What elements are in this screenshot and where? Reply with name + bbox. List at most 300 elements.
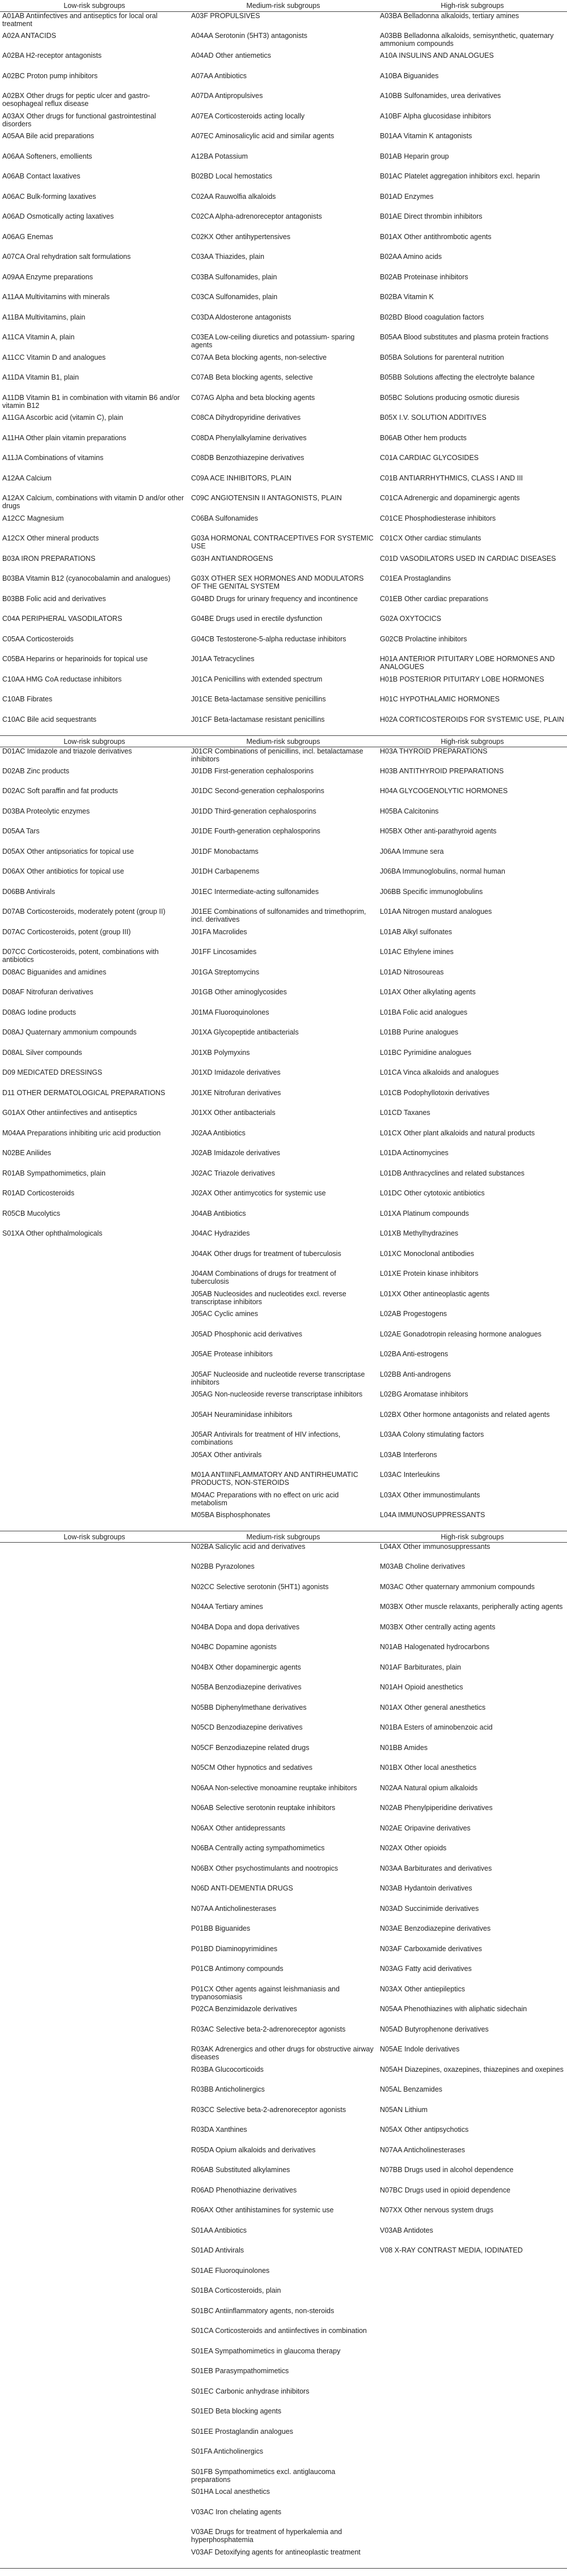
medium-risk-cell: J01GA Streptomycins: [191, 968, 260, 976]
table-row: [0, 867, 567, 888]
medium-risk-cell: P02CA Benzimidazole derivatives: [191, 2005, 297, 2013]
medium-risk-cell: A12BA Potassium: [191, 152, 248, 160]
table-row: [0, 716, 567, 736]
medium-risk-cell: C07AB Beta blocking agents, selective: [191, 373, 313, 381]
medium-risk-cell: J04AK Other drugs for treatment of tuberculosis: [191, 1249, 341, 1258]
low-risk-cell: R01AB Sympathomimetics, plain: [2, 1169, 106, 1177]
high-risk-cell: N03AB Hydantoin derivatives: [380, 1884, 472, 1892]
medium-risk-cell: N06AA Non-selective monoamine reuptake inhibitors: [191, 1783, 357, 1792]
column-header-col2: Medium-risk subgroups: [189, 1531, 378, 1543]
medium-risk-cell: J01FA Macrolides: [191, 927, 247, 936]
table-row: [0, 635, 567, 655]
medium-risk-cell: C08DA Phenylalkylamine derivatives: [191, 433, 307, 442]
table-row: [0, 2428, 567, 2448]
low-risk-cell: [0, 2447, 189, 2468]
high-risk-cell: M03BX Other centrally acting agents: [380, 1623, 496, 1631]
medium-risk-cell: J01XD Imidazole derivatives: [191, 1068, 281, 1076]
low-risk-cell: D11 OTHER DERMATOLOGICAL PREPARATIONS: [2, 1088, 166, 1097]
low-risk-cell: [0, 2548, 189, 2569]
medium-risk-cell: R03BA Glucocorticoids: [191, 2065, 264, 2073]
table-row: [0, 1784, 567, 1804]
table-row: [0, 1109, 567, 1129]
table-row: [0, 574, 567, 595]
table-row: [0, 1411, 567, 1431]
high-risk-cell: N07BB Drugs used in alcohol dependence: [380, 2166, 514, 2174]
high-risk-cell: [378, 2548, 567, 2569]
medium-risk-cell: C02KX Other antihypertensives: [191, 232, 291, 241]
low-risk-cell: D08AF Nitrofuran derivatives: [2, 988, 94, 996]
high-risk-cell: C01A CARDIAC GLYCOSIDES: [380, 454, 479, 462]
table-row: [0, 848, 567, 868]
medium-risk-cell: S01BA Corticosteroids, plain: [191, 2287, 281, 2294]
low-risk-cell: [0, 2367, 189, 2387]
table-row: [0, 1129, 567, 1149]
medium-risk-cell: J01XA Glycopeptide antibacterials: [191, 1028, 299, 1036]
low-risk-cell: [0, 1430, 189, 1451]
column-header-row: [0, 735, 567, 747]
medium-risk-cell: J01MA Fluoroquinolones: [191, 1008, 269, 1016]
medium-risk-cell: S01AA Antibiotics: [191, 2226, 247, 2234]
low-risk-cell: [0, 2327, 189, 2347]
medium-risk-cell: P01BD Diaminopyrimidines: [191, 1944, 278, 1953]
table-row: [0, 767, 567, 787]
column-header-row: [0, 1531, 567, 1543]
high-risk-cell: L01DA Actinomycines: [380, 1149, 448, 1157]
high-risk-cell: C01EA Prostaglandins: [380, 574, 451, 582]
medium-risk-cell: J01DF Monobactams: [191, 847, 259, 855]
medium-risk-cell: S01FA Anticholinergics: [191, 2447, 264, 2455]
column-header-row: [0, 0, 567, 11]
table-row: [0, 1390, 567, 1411]
high-risk-cell: [378, 2407, 567, 2428]
low-risk-cell: [0, 2407, 189, 2428]
medium-risk-cell: J04AB Antibiotics: [191, 1209, 246, 1217]
low-risk-cell: M04AA Preparations inhibiting uric acid production: [2, 1129, 161, 1137]
table-row: [0, 2347, 567, 2368]
high-risk-cell: L01AC Ethylene imines: [380, 948, 454, 956]
high-risk-cell: L01CX Other plant alkaloids and natural products: [380, 1129, 535, 1137]
high-risk-cell: V03AB Antidotes: [380, 2226, 433, 2234]
table-row: [0, 1189, 567, 1210]
medium-risk-cell: N05CF Benzodiazepine related drugs: [191, 1743, 310, 1752]
table-row: [0, 1270, 567, 1290]
high-risk-cell: [378, 2327, 567, 2347]
medium-risk-cell: J02AB Imidazole derivatives: [191, 1149, 281, 1157]
table-row: [0, 2387, 567, 2408]
table-row: [0, 2508, 567, 2528]
low-risk-cell: D09 MEDICATED DRESSINGS: [2, 1068, 103, 1076]
medium-risk-cell: V03AF Detoxifying agents for antineoplastic treatment: [189, 2548, 378, 2569]
low-risk-cell: [0, 2267, 189, 2287]
medium-risk-cell: G04BD Drugs for urinary frequency and incontinence: [191, 594, 358, 603]
low-risk-cell: [0, 2468, 189, 2488]
high-risk-cell: B06AB Other hem products: [380, 433, 467, 442]
table-row: [0, 172, 567, 193]
table-row: [0, 1603, 567, 1623]
high-risk-cell: N02AE Oripavine derivatives: [380, 1824, 471, 1832]
high-risk-cell: L03AB Interferons: [380, 1450, 437, 1459]
high-risk-cell: N05AN Lithium: [380, 2105, 428, 2114]
table-row: [0, 193, 567, 213]
table-row: [0, 474, 567, 495]
column-header-col3: High-risk subgroups: [378, 0, 567, 11]
table-row: [0, 354, 567, 374]
medium-risk-cell: J01EE Combinations of sulfonamides and trimethoprim, incl. derivatives: [191, 908, 366, 923]
high-risk-cell: [378, 2488, 567, 2508]
low-risk-cell: [0, 1290, 189, 1310]
table-row: [0, 675, 567, 696]
high-risk-cell: L01XE Protein kinase inhibitors: [380, 1270, 479, 1278]
low-risk-cell: [0, 1764, 189, 1784]
medium-risk-cell: R06AB Substituted alkylamines: [191, 2166, 290, 2174]
low-risk-cell: [0, 2387, 189, 2408]
table-row: [0, 1704, 567, 1724]
medium-risk-cell: S01BC Antiinflammatory agents, non-steroids: [191, 2306, 335, 2315]
medium-risk-cell: J04AC Hydrazides: [191, 1229, 250, 1237]
low-risk-cell: G01AX Other antiinfectives and antiseptics: [2, 1109, 137, 1117]
table-row: [0, 212, 567, 233]
low-risk-cell: [0, 1905, 189, 1925]
high-risk-cell: C01CE Phosphodiesterase inhibitors: [380, 514, 496, 522]
low-risk-cell: [0, 1370, 189, 1391]
table-row: [0, 313, 567, 334]
medium-risk-cell: A07EC Aminosalicylic acid and similar agents: [191, 132, 335, 140]
table-row: [0, 233, 567, 253]
high-risk-cell: N02AA Natural opium alkaloids: [380, 1783, 478, 1792]
high-risk-cell: G02A OXYTOCICS: [380, 615, 442, 623]
low-risk-cell: [0, 1804, 189, 1824]
high-risk-cell: J06BA Immunoglobulins, normal human: [380, 867, 505, 875]
low-risk-cell: [0, 2126, 189, 2146]
medium-risk-cell: R03BB Anticholinergics: [191, 2085, 265, 2093]
medium-risk-cell: C03EA Low-ceiling diuretics and potassium- sparing agents: [191, 333, 355, 349]
medium-risk-cell: J01DD Third-generation cephalosporins: [191, 807, 316, 815]
low-risk-cell: [0, 2045, 189, 2066]
medium-risk-cell: N06BX Other psychostimulants and nootropics: [191, 1864, 338, 1872]
low-risk-cell: [0, 2347, 189, 2368]
medium-risk-cell: J01XB Polymyxins: [191, 1048, 250, 1057]
table-row: [0, 92, 567, 112]
high-risk-cell: M03AC Other quaternary ammonium compounds: [380, 1582, 535, 1591]
table-row: [0, 1884, 567, 1905]
table-row: [0, 394, 567, 414]
medium-risk-cell: J05AC Cyclic amines: [191, 1310, 259, 1318]
medium-risk-cell: N04BA Dopa and dopa derivatives: [191, 1623, 300, 1631]
low-risk-cell: C05AA Corticosteroids: [2, 635, 74, 643]
table-row: [0, 988, 567, 1008]
table-row: [0, 454, 567, 474]
low-risk-cell: A06AB Contact laxatives: [2, 172, 81, 180]
high-risk-cell: B01AB Heparin group: [380, 152, 449, 160]
table-row: [0, 1049, 567, 1069]
table-row: [0, 2106, 567, 2126]
table-row: [0, 1905, 567, 1925]
low-risk-cell: [0, 2146, 189, 2166]
table-row: [0, 293, 567, 313]
low-risk-cell: D07CC Corticosteroids, potent, combinations with antibiotics: [2, 948, 159, 964]
low-risk-cell: D08AJ Quaternary ammonium compounds: [2, 1028, 137, 1036]
table-row: [0, 807, 567, 828]
table-row: [0, 273, 567, 293]
table-row: [0, 1149, 567, 1169]
medium-risk-cell: J01CF Beta-lactamase resistant penicillins: [191, 715, 325, 723]
medium-risk-cell: S01EC Carbonic anhydrase inhibitors: [191, 2387, 310, 2395]
high-risk-cell: B01AA Vitamin K antagonists: [380, 132, 472, 140]
medium-risk-cell: S01FB Sympathomimetics excl. antiglaucoma preparations: [191, 2467, 336, 2484]
low-risk-cell: D01AC Imidazole and triazole derivatives: [2, 747, 132, 755]
medium-risk-cell: A07EA Corticosteroids acting locally: [191, 112, 305, 120]
low-risk-cell: A11JA Combinations of vitamins: [2, 454, 104, 462]
low-risk-cell: C10AA HMG CoA reductase inhibitors: [2, 675, 122, 683]
table-row: [0, 1008, 567, 1029]
medium-risk-cell: S01EE Prostaglandin analogues: [191, 2427, 293, 2436]
low-risk-cell: [0, 1864, 189, 1885]
low-risk-cell: A11DB Vitamin B1 in combination with vitamin B6 and/or vitamin B12: [2, 393, 180, 410]
medium-risk-cell: S01ED Beta blocking agents: [191, 2407, 282, 2415]
table-row: [0, 1169, 567, 1190]
high-risk-cell: N01BA Esters of aminobenzoic acid: [380, 1723, 493, 1731]
high-risk-cell: [378, 2307, 567, 2327]
high-risk-cell: L02AB Progestogens: [380, 1310, 447, 1318]
medium-risk-cell: N02BA Salicylic acid and derivatives: [191, 1543, 306, 1551]
table-row: [0, 373, 567, 394]
table-row: [0, 32, 567, 52]
low-risk-cell: A11AA Multivitamins with minerals: [2, 293, 110, 301]
medium-risk-cell: J05AD Phosphonic acid derivatives: [191, 1330, 302, 1338]
table-row: [0, 2025, 567, 2046]
high-risk-cell: L04A IMMUNOSUPPRESSANTS: [380, 1511, 485, 1519]
low-risk-cell: [0, 2508, 189, 2528]
high-risk-cell: G02CB Prolactine inhibitors: [380, 635, 467, 643]
high-risk-cell: L01CA Vinca alkaloids and analogues: [380, 1068, 499, 1076]
high-risk-cell: N01BX Other local anesthetics: [380, 1764, 477, 1772]
table-row: [0, 514, 567, 535]
high-risk-cell: N02AB Phenylpiperidine derivatives: [380, 1804, 493, 1812]
table-row: [0, 655, 567, 675]
medium-risk-cell: S01EB Parasympathomimetics: [191, 2367, 289, 2375]
low-risk-cell: [0, 1451, 189, 1471]
high-risk-cell: A03BB Belladonna alkaloids, semisynthetic, quaternary ammonium compounds: [380, 31, 554, 48]
table-row: [0, 595, 567, 615]
medium-risk-cell: G03H ANTIANDROGENS: [191, 554, 273, 563]
table-row: [0, 948, 567, 968]
table-row: [0, 414, 567, 434]
table-row: [0, 152, 567, 173]
high-risk-cell: A10BA Biguanides: [380, 71, 439, 80]
medium-risk-cell: M04AC Preparations with no effect on uric acid metabolism: [191, 1491, 339, 1507]
table-row: [0, 2085, 567, 2106]
medium-risk-cell: C03DA Aldosterone antagonists: [191, 313, 291, 321]
medium-risk-cell: N02BB Pyrazolones: [191, 1562, 255, 1570]
table-row: [0, 1430, 567, 1451]
high-risk-cell: C01B ANTIARRHYTHMICS, CLASS I AND III: [380, 474, 523, 482]
table-row: [0, 827, 567, 848]
medium-risk-cell: J02AX Other antimycotics for systemic use: [191, 1189, 326, 1197]
high-risk-cell: N07AA Anticholinesterases: [380, 2145, 466, 2154]
high-risk-cell: N01AH Opioid anesthetics: [380, 1683, 463, 1691]
high-risk-cell: N03AF Carboxamide derivatives: [380, 1944, 482, 1953]
medium-risk-cell: J01XX Other antibacterials: [191, 1109, 276, 1117]
low-risk-cell: A06AA Softeners, emollients: [2, 152, 92, 160]
low-risk-cell: D08AL Silver compounds: [2, 1048, 82, 1057]
low-risk-cell: A12CX Other mineral products: [2, 534, 99, 542]
medium-risk-cell: J01CA Penicillins with extended spectrum: [191, 675, 323, 683]
low-risk-cell: A02A ANTACIDS: [2, 31, 56, 40]
high-risk-cell: [378, 2347, 567, 2368]
table-row: [0, 1723, 567, 1744]
low-risk-cell: [0, 2246, 189, 2267]
medium-risk-cell: J05AE Protease inhibitors: [191, 1350, 273, 1358]
high-risk-cell: N02AX Other opioids: [380, 1844, 447, 1852]
high-risk-cell: C01CA Adrenergic and dopaminergic agents: [380, 494, 520, 502]
high-risk-cell: L01AA Nitrogen mustard analogues: [380, 908, 492, 916]
table-row: [0, 1089, 567, 1109]
high-risk-cell: M03AB Choline derivatives: [380, 1562, 466, 1570]
medium-risk-cell: J05AB Nucleosides and nucleotides excl. reverse transcriptase inhibitors: [191, 1289, 346, 1306]
low-risk-cell: [0, 1491, 189, 1511]
medium-risk-cell: S01AE Fluoroquinolones: [191, 2266, 270, 2275]
medium-risk-cell: C08CA Dihydropyridine derivatives: [191, 414, 301, 421]
medium-risk-cell: A04AA Serotonin (5HT3) antagonists: [191, 31, 307, 40]
high-risk-cell: H01A ANTERIOR PITUITARY LOBE HORMONES AND ANALOGUES: [380, 655, 555, 671]
high-risk-cell: L01AB Alkyl sulfonates: [380, 927, 452, 936]
low-risk-cell: [0, 1985, 189, 2006]
high-risk-cell: C01D VASODILATORS USED IN CARDIAC DISEASES: [380, 554, 556, 563]
low-risk-cell: [0, 2226, 189, 2247]
low-risk-cell: [0, 1583, 189, 1603]
low-risk-cell: C04A PERIPHERAL VASODILATORS: [2, 615, 122, 623]
high-risk-cell: L02BA Anti-estrogens: [380, 1350, 448, 1358]
table-row: [0, 1683, 567, 1704]
low-risk-cell: [0, 2528, 189, 2548]
low-risk-cell: [0, 1683, 189, 1704]
high-risk-cell: B01AE Direct thrombin inhibitors: [380, 212, 483, 220]
high-risk-cell: N03AX Other antiepileptics: [380, 1985, 466, 1993]
high-risk-cell: L03AX Other immunostimulants: [380, 1491, 480, 1499]
medium-risk-cell: J01GB Other aminoglycosides: [191, 988, 287, 996]
medium-risk-cell: N04BC Dopamine agonists: [191, 1643, 277, 1651]
high-risk-cell: L03AC Interleukins: [380, 1471, 440, 1479]
high-risk-cell: M03BX Other muscle relaxants, peripherally acting agents: [380, 1603, 563, 1611]
low-risk-cell: [0, 1884, 189, 1905]
table-row: [0, 52, 567, 72]
column-header-col1: Low-risk subgroups: [0, 1531, 189, 1543]
low-risk-cell: C10AB Fibrates: [2, 695, 53, 703]
high-risk-cell: B02BA Vitamin K: [380, 293, 434, 301]
table-row: [0, 434, 567, 454]
high-risk-cell: H02A CORTICOSTEROIDS FOR SYSTEMIC USE, PLAIN: [380, 715, 564, 723]
high-risk-cell: A10BF Alpha glucosidase inhibitors: [380, 112, 491, 120]
table-row: [0, 1744, 567, 1764]
low-risk-cell: [0, 1723, 189, 1744]
column-header-col2: Medium-risk subgroups: [189, 735, 378, 747]
medium-risk-cell: P01CB Antimony compounds: [191, 1965, 284, 1973]
low-risk-cell: A06AG Enemas: [2, 232, 53, 241]
low-risk-cell: [0, 1270, 189, 1290]
high-risk-cell: N01AB Halogenated hydrocarbons: [380, 1643, 490, 1651]
low-risk-cell: D07AB Corticosteroids, moderately potent (group II): [2, 908, 166, 916]
low-risk-cell: A01AB Antiinfectives and antiseptics for local oral treatment: [2, 11, 158, 28]
low-risk-cell: D08AC Biguanides and amidines: [2, 968, 107, 976]
medium-risk-cell: G03X OTHER SEX HORMONES AND MODULATORS OF THE GENITAL SYSTEM: [191, 574, 364, 590]
table-row: [0, 1985, 567, 2006]
high-risk-cell: L01XC Monoclonal antibodies: [380, 1249, 475, 1258]
low-risk-cell: A09AA Enzyme preparations: [2, 272, 93, 281]
table-row: [0, 2246, 567, 2267]
table-row: [0, 2166, 567, 2186]
medium-risk-cell: S01EA Sympathomimetics in glaucoma therapy: [191, 2347, 341, 2355]
table-row: [0, 1965, 567, 1985]
low-risk-cell: [0, 2186, 189, 2207]
low-risk-cell: A12CC Magnesium: [2, 514, 64, 522]
high-risk-cell: N07BC Drugs used in opioid dependence: [380, 2186, 511, 2194]
table-row: [0, 534, 567, 555]
high-risk-cell: B05BB Solutions affecting the electrolyte balance: [380, 373, 535, 381]
table-row: [0, 1543, 567, 1563]
high-risk-cell: N05AH Diazepines, oxazepines, thiazepines and oxepines: [380, 2065, 564, 2073]
medium-risk-cell: C06BA Sulfonamides: [191, 514, 259, 522]
table-row: [0, 2528, 567, 2548]
high-risk-cell: A10BB Sulfonamides, urea derivatives: [380, 92, 501, 100]
low-risk-cell: A11BA Multivitamins, plain: [2, 313, 86, 321]
high-risk-cell: L01CB Podophyllotoxin derivatives: [380, 1088, 490, 1097]
table-row: [0, 132, 567, 152]
high-risk-cell: L01BB Purine analogues: [380, 1028, 459, 1036]
table-row: [0, 1290, 567, 1310]
table-row: [0, 787, 567, 807]
low-risk-cell: [0, 1310, 189, 1330]
high-risk-cell: L01AD Nitrosoureas: [380, 968, 444, 976]
medium-risk-cell: J02AA Antibiotics: [191, 1129, 246, 1137]
table-row: [0, 2488, 567, 2508]
medium-risk-cell: J01EC Intermediate-acting sulfonamides: [191, 887, 319, 896]
high-risk-cell: L01DB Anthracyclines and related substances: [380, 1169, 525, 1177]
high-risk-cell: N05AL Benzamides: [380, 2085, 443, 2093]
high-risk-cell: B05BC Solutions producing osmotic diuresis: [380, 393, 519, 402]
low-risk-cell: B03BB Folic acid and derivatives: [2, 594, 106, 603]
low-risk-cell: C10AC Bile acid sequestrants: [2, 715, 97, 723]
low-risk-cell: N02BE Anilides: [2, 1149, 52, 1157]
low-risk-cell: A02BC Proton pump inhibitors: [2, 71, 98, 80]
table-row: [0, 888, 567, 908]
low-risk-cell: [0, 2206, 189, 2226]
low-risk-cell: [0, 2106, 189, 2126]
high-risk-cell: B02AA Amino acids: [380, 253, 442, 261]
low-risk-cell: A06AC Bulk-forming laxatives: [2, 192, 96, 201]
table-row: [0, 2226, 567, 2247]
high-risk-cell: L02BG Aromatase inhibitors: [380, 1390, 468, 1398]
low-risk-cell: [0, 1471, 189, 1491]
high-risk-cell: N01AX Other general anesthetics: [380, 1703, 486, 1711]
low-risk-cell: [0, 2025, 189, 2046]
table-row: [0, 1471, 567, 1491]
high-risk-cell: [378, 2508, 567, 2528]
high-risk-cell: C01EB Other cardiac preparations: [380, 594, 489, 603]
table-row: [0, 1924, 567, 1945]
high-risk-cell: C01CX Other cardiac stimulants: [380, 534, 481, 542]
medium-risk-cell: N06BA Centrally acting sympathomimetics: [191, 1844, 325, 1852]
medium-risk-cell: C03BA Sulfonamides, plain: [191, 272, 277, 281]
medium-risk-cell: A04AD Other antiemetics: [191, 52, 272, 59]
medium-risk-cell: M01A ANTIINFLAMMATORY AND ANTIRHEUMATIC PRODUCTS, NON-STEROIDS: [191, 1471, 358, 1487]
low-risk-cell: [0, 1350, 189, 1370]
table-row: [0, 2307, 567, 2327]
low-risk-cell: D05AA Tars: [2, 827, 40, 835]
high-risk-cell: [378, 2428, 567, 2448]
high-risk-cell: H04A GLYCOGENOLYTIC HORMONES: [380, 787, 508, 795]
high-risk-cell: A10A INSULINS AND ANALOGUES: [380, 52, 494, 59]
low-risk-cell: [0, 1250, 189, 1270]
